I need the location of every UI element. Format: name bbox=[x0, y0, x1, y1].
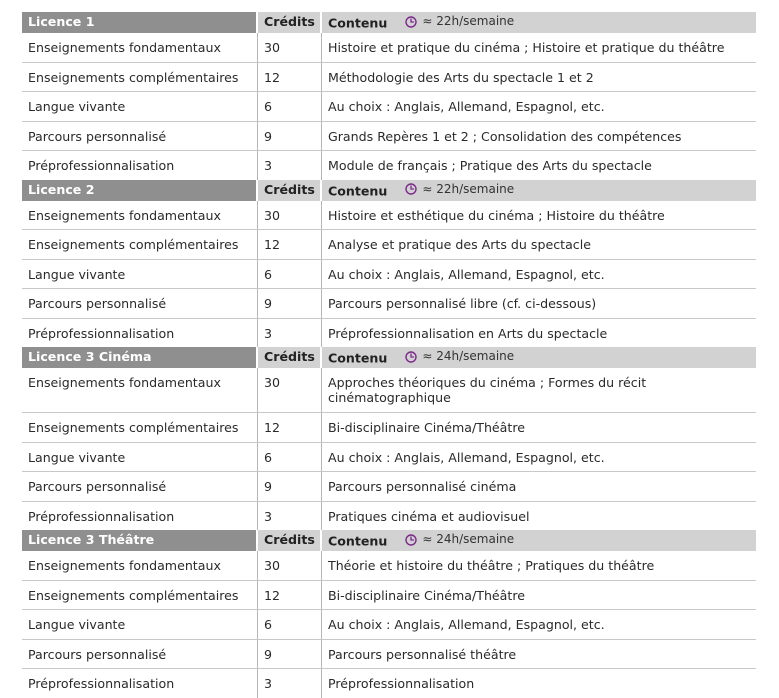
content-text: Histoire et esthétique du cinéma ; Histoire du théâtre bbox=[328, 207, 665, 223]
credits-value: 12 bbox=[258, 581, 322, 610]
section-header bbox=[22, 347, 756, 368]
credits-value: 3 bbox=[258, 151, 322, 180]
table-row bbox=[22, 63, 756, 93]
section-title: Licence 3 Théâtre bbox=[22, 530, 258, 551]
curriculum-table bbox=[22, 12, 756, 698]
module-name: Langue vivante bbox=[22, 443, 258, 472]
table-row bbox=[22, 289, 756, 319]
credits-value: 3 bbox=[258, 669, 322, 698]
credits-value: 30 bbox=[258, 368, 322, 412]
table-row bbox=[22, 472, 756, 502]
section-header bbox=[22, 180, 756, 201]
section-header bbox=[22, 12, 756, 33]
module-name: Enseignements complémentaires bbox=[22, 413, 258, 442]
credits-value: 6 bbox=[258, 260, 322, 289]
content-text: Bi-disciplinaire Cinéma/Théâtre bbox=[328, 587, 525, 603]
content-text: Au choix : Anglais, Allemand, Espagnol, etc. bbox=[328, 617, 605, 632]
credits-value: 9 bbox=[258, 472, 322, 501]
content-text: Au choix : Anglais, Allemand, Espagnol, etc. bbox=[328, 449, 605, 465]
weekly-hours-text: ≈ 22h/semaine bbox=[422, 14, 515, 28]
credits-value: 12 bbox=[258, 413, 322, 442]
weekly-hours-text: ≈ 22h/semaine bbox=[422, 181, 515, 196]
table-row bbox=[22, 151, 756, 180]
credits-value: 30 bbox=[258, 201, 322, 230]
content-text: Préprofessionnalisation bbox=[328, 676, 475, 691]
content-text: Parcours personnalisé cinéma bbox=[328, 479, 517, 494]
credits-value: 6 bbox=[258, 92, 322, 121]
section-licence bbox=[22, 347, 756, 530]
section-licence bbox=[22, 530, 756, 698]
credits-value: 3 bbox=[258, 319, 322, 348]
clock-icon bbox=[405, 183, 417, 195]
module-name: Parcours personnalisé bbox=[22, 122, 258, 151]
table-row bbox=[22, 640, 756, 670]
content-text: Grands Repères 1 et 2 ; Consolidation des compétences bbox=[328, 128, 682, 144]
section-title: Licence 1 bbox=[22, 12, 258, 33]
content-header bbox=[322, 347, 756, 368]
content-text: Théorie et histoire du théâtre ; Pratiques du théâtre bbox=[328, 558, 655, 573]
content-header bbox=[322, 12, 756, 33]
module-name: Enseignements fondamentaux bbox=[22, 551, 258, 580]
table-row bbox=[22, 92, 756, 122]
content-text: Module de français ; Pratique des Arts du spectacle bbox=[328, 158, 652, 173]
content-text: Au choix : Anglais, Allemand, Espagnol, etc. bbox=[328, 266, 605, 282]
credits-header: Crédits bbox=[258, 180, 322, 201]
weekly-hours bbox=[405, 349, 514, 364]
content-label: Contenu bbox=[328, 350, 388, 366]
weekly-hours bbox=[405, 182, 514, 197]
module-name: Parcours personnalisé bbox=[22, 640, 258, 669]
weekly-hours bbox=[405, 14, 514, 29]
content-header bbox=[322, 530, 756, 551]
clock-icon bbox=[405, 351, 417, 363]
table-row bbox=[22, 33, 756, 63]
section-title: Licence 2 bbox=[22, 180, 258, 201]
credits-value: 12 bbox=[258, 63, 322, 92]
module-name: Langue vivante bbox=[22, 92, 258, 121]
credits-value: 6 bbox=[258, 443, 322, 472]
module-name: Préprofessionnalisation bbox=[22, 319, 258, 348]
credits-header: Crédits bbox=[258, 347, 322, 368]
table-row bbox=[22, 319, 756, 348]
module-name: Préprofessionnalisation bbox=[22, 151, 258, 180]
content-text: Pratiques cinéma et audiovisuel bbox=[328, 508, 530, 524]
credits-header: Crédits bbox=[258, 12, 322, 33]
clock-icon bbox=[405, 534, 417, 546]
content-text: Au choix : Anglais, Allemand, Espagnol, etc. bbox=[328, 99, 605, 114]
module-name: Parcours personnalisé bbox=[22, 472, 258, 501]
content-text: Approches théoriques du cinéma ; Formes du récit cinématographique bbox=[328, 375, 647, 405]
weekly-hours-text: ≈ 24h/semaine bbox=[422, 532, 515, 546]
credits-value: 9 bbox=[258, 122, 322, 151]
table-row bbox=[22, 201, 756, 231]
content-text: Parcours personnalisé libre (cf. ci-dessous) bbox=[328, 296, 597, 311]
credits-header: Crédits bbox=[258, 530, 322, 551]
module-name: Parcours personnalisé bbox=[22, 289, 258, 318]
content-label: Contenu bbox=[328, 15, 388, 31]
module-name: Enseignements complémentaires bbox=[22, 230, 258, 259]
content-label: Contenu bbox=[328, 183, 388, 198]
credits-value: 9 bbox=[258, 640, 322, 669]
weekly-hours bbox=[405, 532, 514, 547]
table-row bbox=[22, 610, 756, 640]
module-name: Enseignements complémentaires bbox=[22, 581, 258, 610]
module-name: Enseignements complémentaires bbox=[22, 63, 258, 92]
credits-value: 6 bbox=[258, 610, 322, 639]
content-header bbox=[322, 180, 756, 201]
credits-value: 30 bbox=[258, 551, 322, 580]
table-row bbox=[22, 443, 756, 473]
content-text: Méthodologie des Arts du spectacle 1 et 2 bbox=[328, 69, 594, 85]
content-text: Parcours personnalisé théâtre bbox=[328, 646, 517, 662]
module-name: Enseignements fondamentaux bbox=[22, 368, 258, 412]
credits-value: 9 bbox=[258, 289, 322, 318]
module-name: Préprofessionnalisation bbox=[22, 669, 258, 698]
module-name: Enseignements fondamentaux bbox=[22, 201, 258, 230]
credits-value: 3 bbox=[258, 502, 322, 531]
content-text: Analyse et pratique des Arts du spectacle bbox=[328, 237, 591, 252]
weekly-hours-text: ≈ 24h/semaine bbox=[422, 349, 515, 363]
section-header bbox=[22, 530, 756, 551]
credits-value: 12 bbox=[258, 230, 322, 259]
table-row bbox=[22, 669, 756, 698]
section-licence bbox=[22, 180, 756, 348]
table-row bbox=[22, 122, 756, 152]
module-name: Langue vivante bbox=[22, 610, 258, 639]
credits-value: 30 bbox=[258, 33, 322, 62]
section-title: Licence 3 Cinéma bbox=[22, 347, 258, 368]
table-row bbox=[22, 260, 756, 290]
table-row bbox=[22, 551, 756, 581]
module-name: Préprofessionnalisation bbox=[22, 502, 258, 531]
module-name: Enseignements fondamentaux bbox=[22, 33, 258, 62]
section-licence bbox=[22, 12, 756, 180]
content-label: Contenu bbox=[328, 533, 388, 549]
table-row bbox=[22, 581, 756, 611]
content-text: Préprofessionnalisation en Arts du spectacle bbox=[328, 325, 608, 341]
table-row bbox=[22, 230, 756, 260]
clock-icon bbox=[405, 16, 417, 28]
table-row bbox=[22, 368, 756, 413]
module-name: Langue vivante bbox=[22, 260, 258, 289]
table-row bbox=[22, 502, 756, 531]
content-text: Histoire et pratique du cinéma ; Histoire et pratique du théâtre bbox=[328, 40, 725, 55]
table-row bbox=[22, 413, 756, 443]
content-text: Bi-disciplinaire Cinéma/Théâtre bbox=[328, 420, 525, 435]
